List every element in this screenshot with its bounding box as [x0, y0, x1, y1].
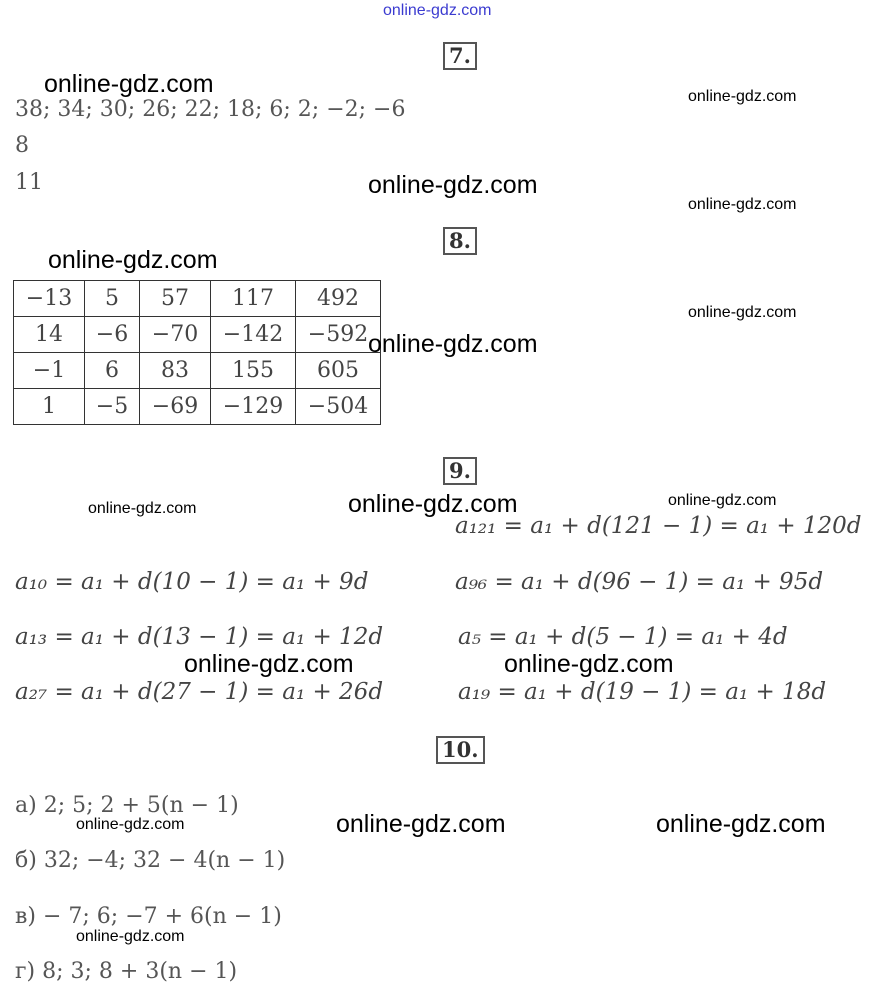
- watermark-text: online-gdz.com: [76, 928, 185, 945]
- table-cell: −592: [296, 317, 381, 353]
- table-row: [14, 317, 381, 353]
- watermark-text: online-gdz.com: [688, 304, 797, 321]
- task7-line-1: 38; 34; 30; 26; 22; 18; 6; 2; −2; −6: [15, 97, 406, 122]
- formula-right-2: a₉₆ = a₁ + d(96 − 1) = a₁ + 95d: [455, 569, 824, 595]
- table-cell: −129: [211, 389, 296, 425]
- table-cell: −504: [296, 389, 381, 425]
- formula-right-4: a₁₉ = a₁ + d(19 − 1) = a₁ + 18d: [458, 679, 827, 705]
- watermark-text: online-gdz.com: [48, 246, 218, 274]
- formula-left-2: a₁₃ = a₁ + d(13 − 1) = a₁ + 12d: [15, 624, 384, 650]
- watermark-text: online-gdz.com: [184, 650, 354, 678]
- formula-left-1: a₁₀ = a₁ + d(10 − 1) = a₁ + 9d: [15, 569, 369, 595]
- table-cell: −69: [140, 389, 211, 425]
- table-row: [14, 281, 381, 317]
- watermark-text: online-gdz.com: [688, 88, 797, 105]
- task10-line-b: б) 32; −4; 32 − 4(n − 1): [15, 848, 286, 873]
- watermark-text: online-gdz.com: [88, 500, 197, 517]
- table-row: [14, 353, 381, 389]
- watermark-text: online-gdz.com: [668, 492, 777, 509]
- table-cell: 14: [14, 317, 85, 353]
- table-cell: 155: [211, 353, 296, 389]
- table-cell: 6: [85, 353, 140, 389]
- table-cell: −142: [211, 317, 296, 353]
- task7-line-2: 8: [15, 133, 29, 158]
- watermark-text: online-gdz.com: [348, 490, 518, 518]
- task-number-10: 10.: [436, 736, 485, 764]
- table-row: [14, 389, 381, 425]
- table-cell: −6: [85, 317, 140, 353]
- watermark-text: online-gdz.com: [368, 171, 538, 199]
- task-number-9: 9.: [443, 457, 477, 485]
- table-cell: 57: [140, 281, 211, 317]
- formula-right-3: a₅ = a₁ + d(5 − 1) = a₁ + 4d: [458, 624, 788, 650]
- task10-line-d: г) 8; 3; 8 + 3(n − 1): [15, 959, 238, 984]
- task7-line-3: 11: [15, 170, 43, 195]
- table-cell: 83: [140, 353, 211, 389]
- task10-line-c: в) − 7; 6; −7 + 6(n − 1): [15, 904, 282, 929]
- table-cell: −13: [14, 281, 85, 317]
- watermark-text: online-gdz.com: [688, 196, 797, 213]
- table-cell: −1: [14, 353, 85, 389]
- formula-right-1: a₁₂₁ = a₁ + d(121 − 1) = a₁ + 120d: [455, 513, 862, 539]
- watermark-text: online-gdz.com: [76, 816, 185, 833]
- table-cell: 1: [14, 389, 85, 425]
- watermark-text: online-gdz.com: [44, 70, 214, 98]
- formula-left-3: a₂₇ = a₁ + d(27 − 1) = a₁ + 26d: [15, 679, 384, 705]
- site-header-link[interactable]: online-gdz.com: [383, 2, 492, 19]
- watermark-text: online-gdz.com: [368, 330, 538, 358]
- watermark-text: online-gdz.com: [336, 810, 506, 838]
- watermark-text: online-gdz.com: [504, 650, 674, 678]
- watermark-text: online-gdz.com: [656, 810, 826, 838]
- task10-line-a: а) 2; 5; 2 + 5(n − 1): [15, 793, 239, 818]
- table-cell: 117: [211, 281, 296, 317]
- table-cell: 605: [296, 353, 381, 389]
- task-number-8: 8.: [443, 227, 477, 255]
- table-cell: −70: [140, 317, 211, 353]
- answer-table: [13, 280, 381, 425]
- table-cell: 492: [296, 281, 381, 317]
- task-number-7: 7.: [443, 42, 477, 70]
- table-cell: −5: [85, 389, 140, 425]
- table-cell: 5: [85, 281, 140, 317]
